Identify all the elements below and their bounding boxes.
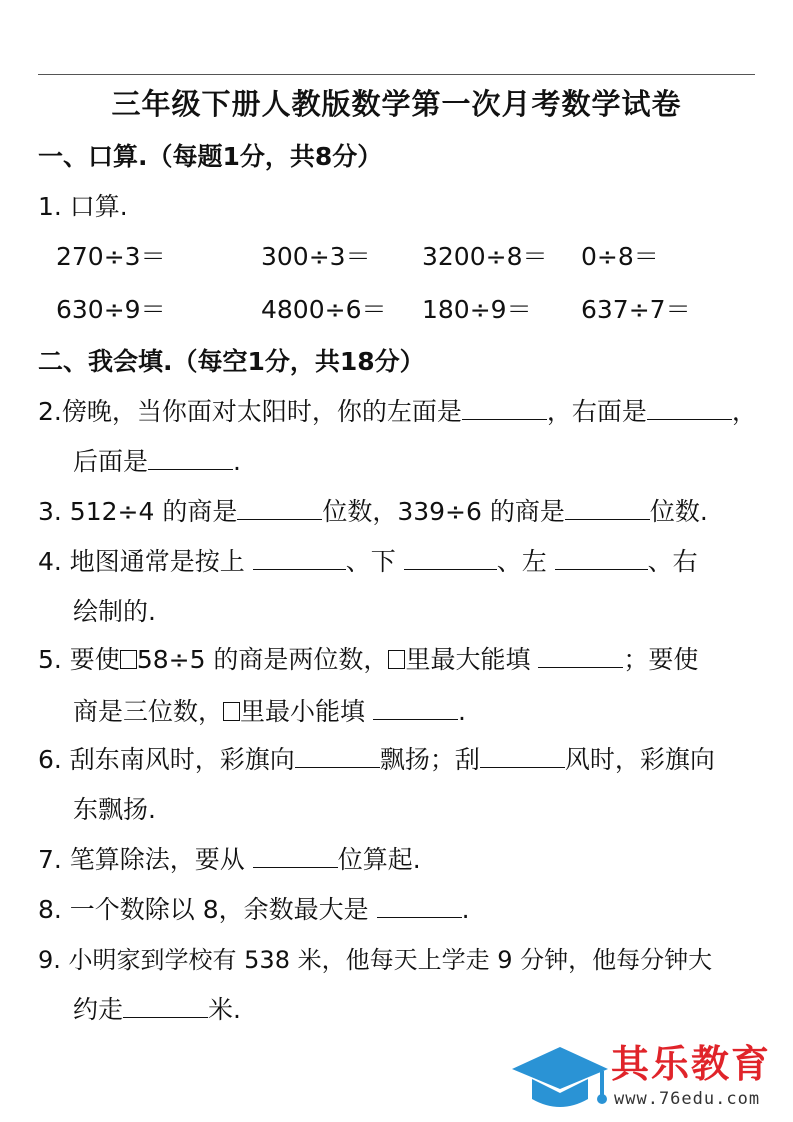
answer-blank[interactable] — [237, 495, 322, 520]
question-7 — [38, 843, 421, 877]
question-5 — [38, 643, 698, 677]
answer-blank[interactable] — [480, 743, 565, 768]
answer-blank[interactable] — [404, 545, 497, 570]
q2-text: . — [233, 447, 241, 476]
q6-text: 飘扬；刮 — [379, 745, 480, 774]
question-4 — [38, 545, 698, 579]
calc-item: 4800÷6＝ — [261, 295, 387, 324]
q7-text: 位算起. — [337, 845, 421, 874]
question-9-cont — [73, 993, 241, 1027]
calc-item: 300÷3＝ — [261, 242, 371, 271]
question-1-label: 1. 口算. — [38, 192, 128, 221]
question-6-cont: 东飘扬. — [73, 795, 156, 824]
calc-item: 270÷3＝ — [56, 242, 166, 271]
section-2-heading: 二、我会填.（每空1分，共18分） — [38, 347, 425, 376]
q4-text: 、下 — [345, 547, 404, 576]
answer-blank[interactable] — [123, 993, 208, 1018]
answer-blank[interactable] — [253, 843, 338, 868]
q3-text: 位数，339÷6 的商是 — [322, 497, 565, 526]
q4-text: 、右 — [647, 547, 698, 576]
logo-name: 其乐教育 — [611, 1042, 772, 1086]
answer-blank[interactable] — [647, 395, 732, 420]
box-icon — [120, 650, 137, 669]
q5-text: 里最大能填 — [405, 645, 539, 674]
q8-text: 8. 一个数除以 8，余数最大是 — [38, 895, 377, 924]
q2-text: ， — [731, 397, 757, 426]
answer-blank[interactable] — [555, 545, 648, 570]
q4-text: 4. 地图通常是按上 — [38, 547, 253, 576]
q2-text: 后面是 — [73, 447, 149, 476]
section-1-heading: 一、口算.（每题1分，共8分） — [38, 142, 383, 171]
q5-text: 58÷5 的商是两位数， — [136, 645, 389, 674]
question-2 — [38, 395, 757, 429]
q3-text: 位数. — [649, 497, 708, 526]
q9-text: 约走 — [73, 995, 124, 1024]
question-3 — [38, 495, 708, 529]
q5-text: 里最小能填 — [240, 697, 373, 726]
q5-text: ；要使 — [623, 645, 699, 674]
q7-text: 7. 笔算除法，要从 — [38, 845, 253, 874]
box-icon — [223, 702, 240, 721]
question-6 — [38, 743, 715, 777]
q6-text: 风时，彩旗向 — [564, 745, 715, 774]
answer-blank[interactable] — [373, 695, 458, 720]
question-8 — [38, 893, 470, 927]
q3-text: 3. 512÷4 的商是 — [38, 497, 238, 526]
calc-item: 637÷7＝ — [581, 295, 691, 324]
answer-blank[interactable] — [462, 395, 547, 420]
q4-text: 、左 — [496, 547, 555, 576]
answer-blank[interactable] — [295, 743, 380, 768]
question-4-cont: 绘制的. — [73, 597, 156, 626]
box-icon — [388, 650, 405, 669]
q2-text: 2.傍晚，当你面对太阳时，你的左面是 — [38, 397, 462, 426]
answer-blank[interactable] — [377, 893, 462, 918]
q9-text: 米. — [208, 995, 241, 1024]
question-2-cont — [73, 445, 241, 479]
q5-text: 商是三位数， — [73, 697, 224, 726]
q2-text: ，右面是 — [546, 397, 647, 426]
calc-item: 0÷8＝ — [581, 242, 659, 271]
question-9: 9. 小明家到学校有 538 米，他每天上学走 9 分钟，他每分钟大 — [38, 946, 713, 974]
calc-item: 630÷9＝ — [56, 295, 166, 324]
q5-text: 5. 要使 — [38, 645, 120, 674]
top-rule — [38, 74, 755, 75]
page-title: 三年级下册人教版数学第一次月考数学试卷 — [111, 87, 682, 121]
answer-blank[interactable] — [253, 545, 346, 570]
q6-text: 6. 刮东南风时，彩旗向 — [38, 745, 295, 774]
calc-item: 3200÷8＝ — [422, 242, 548, 271]
answer-blank[interactable] — [565, 495, 650, 520]
question-5-cont — [73, 695, 466, 729]
answer-blank[interactable] — [148, 445, 233, 470]
q5-text: . — [457, 697, 466, 726]
calc-item: 180÷9＝ — [422, 295, 532, 324]
answer-blank[interactable] — [538, 643, 623, 668]
logo-url: www.76edu.com — [614, 1089, 761, 1109]
q8-text: . — [461, 895, 470, 924]
